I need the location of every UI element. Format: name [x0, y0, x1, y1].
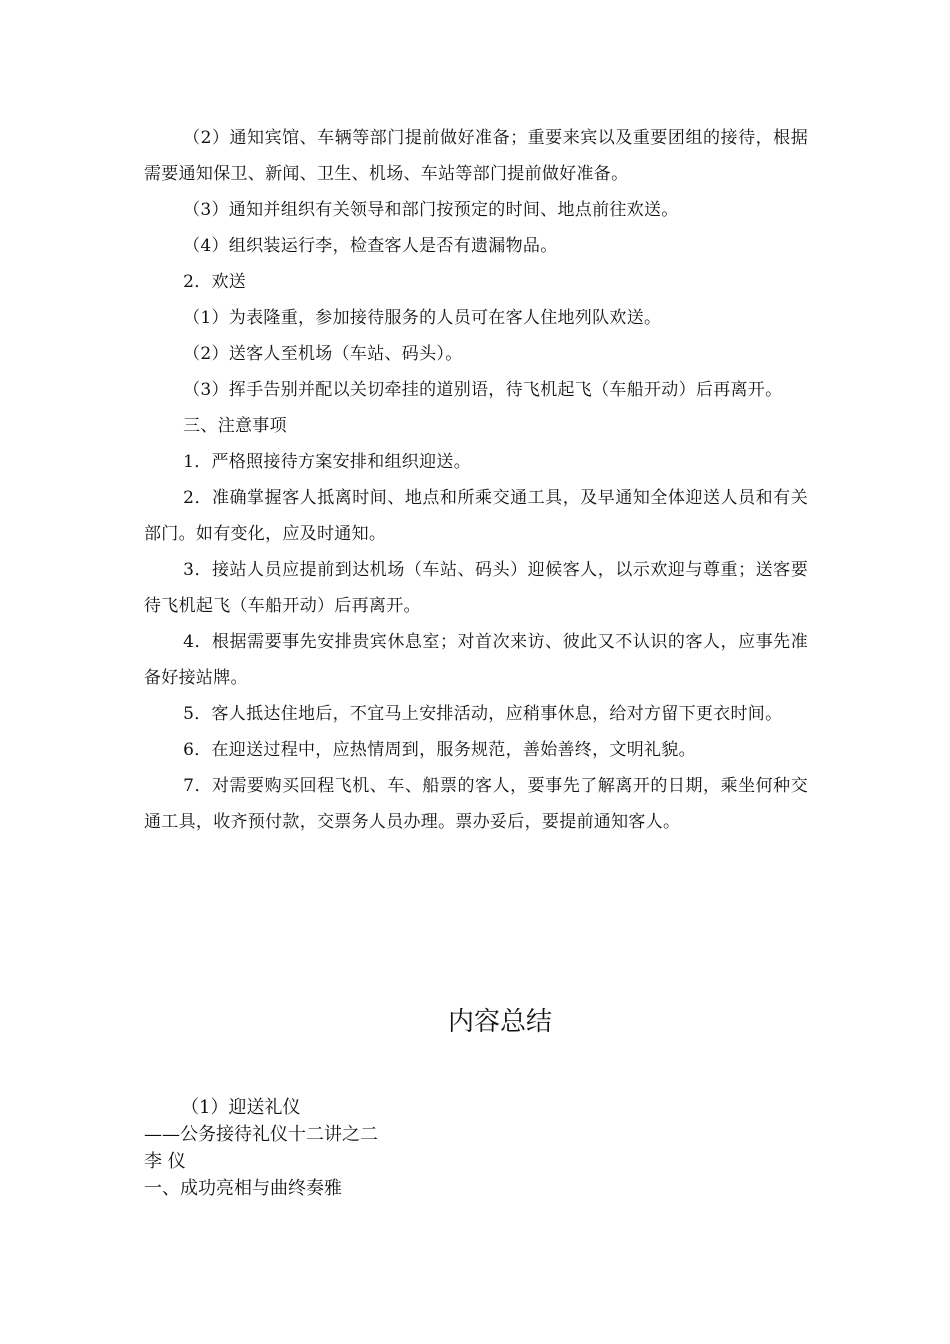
summary-title: 内容总结: [447, 1007, 552, 1037]
note-item-6: 6．在迎送过程中，应热情周到，服务规范，善始善终，文明礼貌。: [183, 740, 696, 760]
summary-line-section: 一、成功亮相与曲终奏雅: [144, 1178, 342, 1199]
summary-body: [144, 1094, 808, 1202]
paragraph-luggage-check: （4）组织装运行李，检查客人是否有遗漏物品。: [183, 236, 558, 256]
summary-line-author: 李 仪: [144, 1151, 186, 1172]
section-heading-notes: 三、注意事项: [183, 416, 287, 436]
summary-line-series: ——公务接待礼仪十二讲之二: [144, 1124, 378, 1145]
note-item-5: 5．客人抵达住地后，不宜马上安排活动，应稍事休息，给对方留下更衣时间。: [183, 704, 783, 724]
section-heading-farewell: 2．欢送: [183, 272, 247, 292]
note-item-1: 1．严格照接待方案安排和组织迎送。: [183, 452, 472, 472]
paragraph-line-up: （1）为表隆重，参加接待服务的人员可在客人住地列队欢送。: [183, 308, 662, 328]
paragraph-organize-farewell: （3）通知并组织有关领导和部门按预定的时间、地点前往欢送。: [183, 200, 679, 220]
summary-line-topic: （1）迎送礼仪: [181, 1097, 301, 1118]
paragraph-see-off: （2）送客人至机场（车站、码头）。: [183, 344, 463, 364]
document-body: [144, 120, 808, 840]
note-item-7: 7．对需要购买回程飞机、车、船票的客人，要事先了解离开的日期，乘坐何种交通工具，收齐预付款，交票务人员办理。票办妥后，要提前通知客人。: [144, 776, 808, 832]
paragraph-notify-departments: （2）通知宾馆、车辆等部门提前做好准备；重要来宾以及重要团组的接待，根据需要通知保卫、新闻、卫生、机场、车站等部门提前做好准备。: [144, 128, 808, 184]
paragraph-wave-goodbye: （3）挥手告别并配以关切牵挂的道别语，待飞机起飞（车船开动）后再离开。: [183, 380, 783, 400]
note-item-3: 3．接站人员应提前到达机场（车站、码头）迎候客人，以示欢迎与尊重；送客要待飞机起飞（车船开动）后再离开。: [144, 560, 808, 616]
note-item-2: 2．准确掌握客人抵离时间、地点和所乘交通工具，及早通知全体迎送人员和有关部门。如有变化，应及时通知。: [144, 488, 808, 544]
note-item-4: 4．根据需要事先安排贵宾休息室；对首次来访、彼此又不认识的客人，应事先准备好接站牌。: [144, 632, 808, 688]
